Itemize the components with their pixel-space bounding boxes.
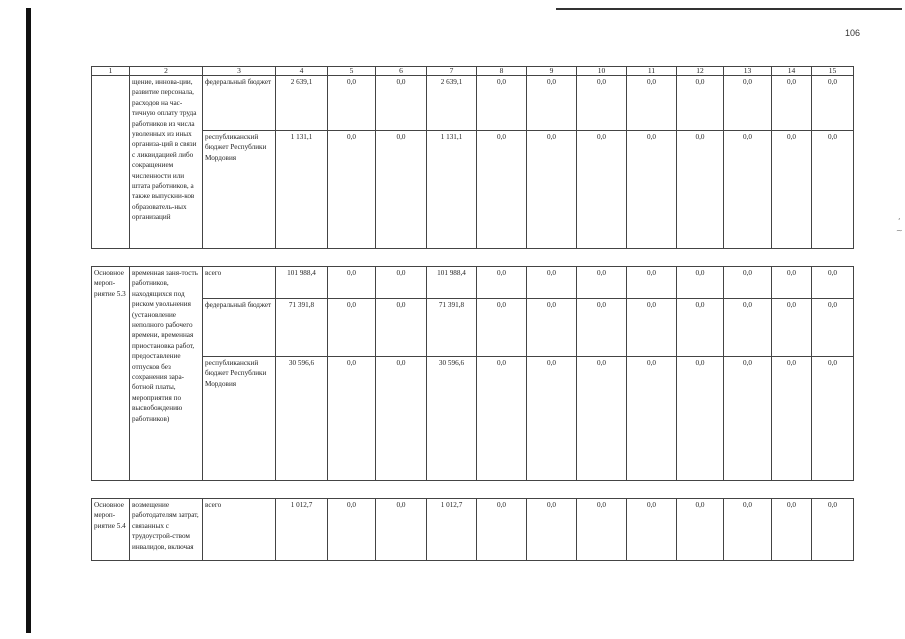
funding-source: всего [203, 499, 276, 561]
value-cell: 0,0 [677, 357, 724, 481]
column-header: 14 [772, 67, 812, 76]
value-cell: 0,0 [677, 299, 724, 357]
column-header: 15 [812, 67, 854, 76]
value-cell: 0,0 [376, 299, 427, 357]
activity-id: Основное мероп-риятие 5.3 [92, 267, 130, 481]
column-header: 8 [477, 67, 527, 76]
value-cell: 0,0 [724, 299, 772, 357]
funding-source: республиканский бюджет Республики Мордовия [203, 357, 276, 481]
value-cell: 0,0 [477, 267, 527, 299]
funding-source: федеральный бюджет [203, 76, 276, 131]
column-header: 6 [376, 67, 427, 76]
table-row [92, 357, 854, 481]
value-cell: 101 988,4 [427, 267, 477, 299]
value-cell: 0,0 [328, 299, 376, 357]
value-cell: 0,0 [627, 131, 677, 249]
value-cell: 0,0 [677, 131, 724, 249]
activity-id: Основное мероп-риятие 5.4 [92, 499, 130, 561]
value-cell: 0,0 [677, 76, 724, 131]
value-cell: 0,0 [328, 76, 376, 131]
value-cell: 0,0 [328, 267, 376, 299]
value-cell: 0,0 [376, 267, 427, 299]
value-cell: 0,0 [527, 131, 577, 249]
activity-id [92, 76, 130, 249]
funding-source: федеральный бюджет [203, 299, 276, 357]
value-cell: 0,0 [772, 76, 812, 131]
value-cell: 0,0 [577, 131, 627, 249]
value-cell: 0,0 [477, 76, 527, 131]
value-cell: 0,0 [376, 499, 427, 561]
column-header: 4 [276, 67, 328, 76]
value-cell: 1 012,7 [276, 499, 328, 561]
value-cell: 0,0 [772, 499, 812, 561]
table-row [92, 267, 854, 299]
activity-description: щение, иннова-ции, развитие персонала, расходов на час-тичную оплату труда работников из числа уволенных из иных организа-ций в связи с ликвидацией либо сокращением численности или штата работников, а также выпускни-ков образователь-ных организаций [130, 76, 203, 249]
value-cell: 1 131,1 [276, 131, 328, 249]
value-cell: 0,0 [527, 76, 577, 131]
value-cell: 0,0 [772, 357, 812, 481]
value-cell: 0,0 [724, 499, 772, 561]
value-cell: 30 596,6 [427, 357, 477, 481]
value-cell: 0,0 [724, 131, 772, 249]
header-row [92, 67, 854, 76]
value-cell: 0,0 [577, 267, 627, 299]
table-body [92, 67, 854, 561]
table-row [92, 76, 854, 131]
value-cell: 0,0 [812, 76, 854, 131]
value-cell: 0,0 [527, 357, 577, 481]
value-cell: 0,0 [477, 357, 527, 481]
activity-description: временная заня-тость работников, находящихся под риском увольнения (установление неполного рабочего времени, временная приостановка работ, предоставление отпусков без сохранения зара-ботной платы, мероприятия по высвобождению работников) [130, 267, 203, 481]
value-cell: 0,0 [627, 76, 677, 131]
activity-description: возмещение работодателям затрат, связанных с трудоустрой-ством инвалидов, включая [130, 499, 203, 561]
value-cell: 0,0 [677, 267, 724, 299]
page-margin [0, 0, 24, 639]
value-cell: 0,0 [812, 499, 854, 561]
column-header: 12 [677, 67, 724, 76]
budget-table [91, 66, 854, 561]
spacer-cell [92, 249, 854, 267]
value-cell: 0,0 [812, 131, 854, 249]
funding-source: всего [203, 267, 276, 299]
spacer-row [92, 249, 854, 267]
value-cell: 71 391,8 [427, 299, 477, 357]
column-header: 11 [627, 67, 677, 76]
value-cell: 0,0 [627, 499, 677, 561]
value-cell: 1 131,1 [427, 131, 477, 249]
value-cell: 0,0 [527, 267, 577, 299]
value-cell: 0,0 [477, 131, 527, 249]
scan-edge-line [26, 8, 31, 633]
value-cell: 0,0 [328, 131, 376, 249]
value-cell: 0,0 [724, 76, 772, 131]
value-cell: 0,0 [627, 267, 677, 299]
value-cell: 0,0 [812, 299, 854, 357]
scan-mark: ~ [896, 226, 903, 235]
value-cell: 0,0 [677, 499, 724, 561]
column-header: 1 [92, 67, 130, 76]
column-header: 5 [328, 67, 376, 76]
table-row [92, 499, 854, 561]
value-cell: 0,0 [772, 299, 812, 357]
value-cell: 0,0 [812, 357, 854, 481]
value-cell: 0,0 [477, 299, 527, 357]
table-row [92, 131, 854, 249]
value-cell: 1 012,7 [427, 499, 477, 561]
scan-mark: , [898, 212, 901, 221]
value-cell: 30 596,6 [276, 357, 328, 481]
column-header: 9 [527, 67, 577, 76]
value-cell: 71 391,8 [276, 299, 328, 357]
top-rule [556, 8, 902, 10]
spacer-row [92, 481, 854, 499]
value-cell: 0,0 [376, 76, 427, 131]
value-cell: 0,0 [812, 267, 854, 299]
value-cell: 0,0 [577, 299, 627, 357]
value-cell: 0,0 [527, 299, 577, 357]
value-cell: 0,0 [328, 499, 376, 561]
value-cell: 0,0 [527, 499, 577, 561]
spacer-cell [92, 481, 854, 499]
value-cell: 2 639,1 [276, 76, 328, 131]
value-cell: 0,0 [577, 357, 627, 481]
column-header: 7 [427, 67, 477, 76]
page-number: 106 [844, 28, 860, 38]
value-cell: 0,0 [724, 267, 772, 299]
value-cell: 0,0 [376, 131, 427, 249]
column-header: 3 [203, 67, 276, 76]
value-cell: 0,0 [328, 357, 376, 481]
column-header: 10 [577, 67, 627, 76]
value-cell: 0,0 [477, 499, 527, 561]
value-cell: 0,0 [772, 131, 812, 249]
value-cell: 2 639,1 [427, 76, 477, 131]
column-header: 13 [724, 67, 772, 76]
value-cell: 0,0 [627, 299, 677, 357]
value-cell: 0,0 [772, 267, 812, 299]
value-cell: 0,0 [577, 76, 627, 131]
value-cell: 0,0 [724, 357, 772, 481]
value-cell: 0,0 [627, 357, 677, 481]
funding-source: республиканский бюджет Республики Мордовия [203, 131, 276, 249]
value-cell: 101 988,4 [276, 267, 328, 299]
table-row [92, 299, 854, 357]
column-header: 2 [130, 67, 203, 76]
value-cell: 0,0 [577, 499, 627, 561]
value-cell: 0,0 [376, 357, 427, 481]
